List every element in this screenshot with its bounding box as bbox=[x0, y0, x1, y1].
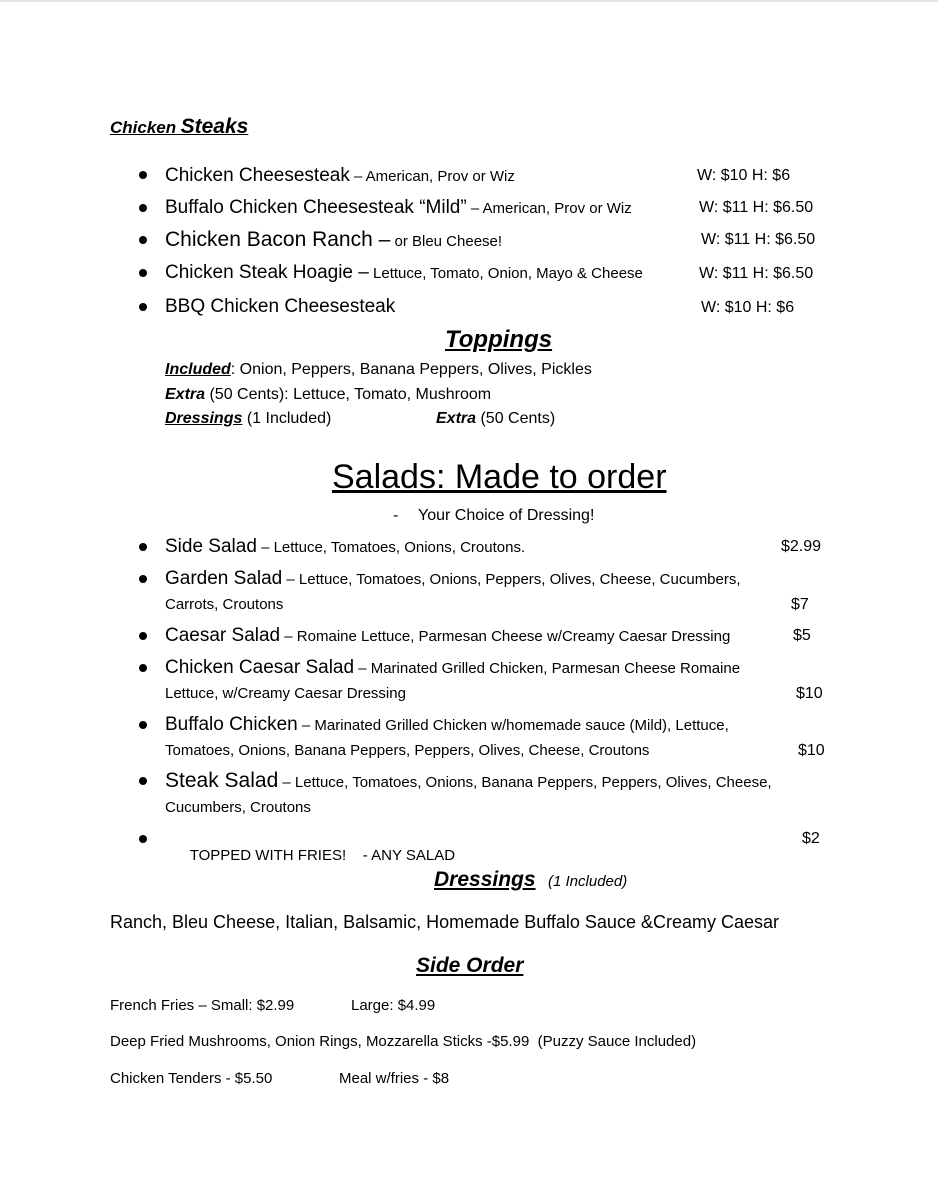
item-text bbox=[165, 657, 740, 679]
item-name: Chicken Steak Hoagie – bbox=[165, 262, 369, 283]
toppings-extra-line bbox=[165, 386, 491, 404]
item-desc-line2: Carrots, Croutons bbox=[165, 596, 284, 613]
item-desc-line2: Cucumbers, Croutons bbox=[165, 799, 311, 816]
item-name: Buffalo Chicken Cheesesteak “Mild” bbox=[165, 197, 467, 218]
heading-small-word: Chicken bbox=[110, 118, 177, 137]
item-price: W: $10 H: $6 bbox=[697, 167, 791, 184]
side-order-heading: Side Order bbox=[416, 954, 524, 977]
item-price: W: $10 H: $6 bbox=[701, 299, 795, 316]
bullet-icon bbox=[139, 269, 147, 277]
item-name: Buffalo Chicken bbox=[165, 714, 298, 735]
salads-subtitle: Your Choice of Dressing! bbox=[418, 507, 595, 524]
item-name: Side Salad bbox=[165, 536, 257, 557]
item-desc: – American, Prov or Wiz bbox=[466, 200, 632, 217]
bullet-icon bbox=[139, 777, 147, 785]
side-tenders: Chicken Tenders - $5.50 bbox=[110, 1070, 273, 1087]
item-desc: – Lettuce, Tomatoes, Onions, Peppers, Olives, Cheese, Cucumbers, bbox=[282, 571, 741, 588]
bullet-icon bbox=[139, 632, 147, 640]
item-price: $10 bbox=[796, 685, 823, 702]
bullet-icon bbox=[139, 543, 147, 551]
toppings-dressings-line bbox=[165, 410, 331, 428]
dressings-label: Dressings bbox=[165, 410, 243, 427]
included-text: : Onion, Peppers, Banana Peppers, Olives, Pickles bbox=[230, 361, 592, 378]
salads-subtitle-dash: - bbox=[393, 507, 399, 524]
item-price: $10 bbox=[798, 742, 825, 759]
extra-label: Extra bbox=[165, 386, 206, 403]
item-desc: – Romaine Lettuce, Parmesan Cheese w/Creamy Caesar Dressing bbox=[280, 628, 731, 645]
chicken-steaks-heading bbox=[110, 115, 248, 139]
item-text bbox=[165, 536, 525, 558]
side-tenders-meal: Meal w/fries - $8 bbox=[339, 1070, 450, 1087]
bullet-icon bbox=[139, 171, 147, 179]
item-text bbox=[165, 625, 730, 647]
item-desc: – Marinated Grilled Chicken w/homemade sauce (Mild), Lettuce, bbox=[297, 717, 729, 734]
toppings-included-line bbox=[165, 361, 592, 379]
dressings-text: (1 Included) bbox=[242, 410, 332, 427]
item-desc: – Lettuce, Tomatoes, Onions, Banana Peppers, Peppers, Olives, Cheese, bbox=[278, 774, 772, 791]
item-desc-line2: Tomatoes, Onions, Banana Peppers, Peppers, Olives, Cheese, Croutons bbox=[165, 742, 650, 759]
dressings-list: Ranch, Bleu Cheese, Italian, Balsamic, Homemade Buffalo Sauce &Creamy Caesar bbox=[110, 912, 779, 932]
item-desc: - ANY SALAD bbox=[346, 847, 456, 864]
item-desc: Lettuce, Tomato, Onion, Mayo & Cheese bbox=[368, 265, 643, 282]
bullet-icon bbox=[139, 303, 147, 311]
included-label: Included bbox=[165, 361, 231, 378]
item-price: W: $11 H: $6.50 bbox=[699, 199, 814, 216]
item-desc: – Lettuce, Tomatoes, Onions, Croutons. bbox=[256, 539, 526, 556]
item-name: TOPPED WITH FRIES! bbox=[189, 847, 347, 864]
item-text bbox=[165, 296, 395, 318]
item-desc: – Marinated Grilled Chicken, Parmesan Cheese Romaine bbox=[354, 660, 741, 677]
salads-heading: Salads: Made to order bbox=[332, 458, 667, 496]
item-desc-line2: Lettuce, w/Creamy Caesar Dressing bbox=[165, 685, 406, 702]
item-price: $7 bbox=[791, 596, 809, 613]
bullet-icon bbox=[139, 236, 147, 244]
item-text bbox=[165, 262, 643, 284]
item-text bbox=[165, 714, 729, 736]
item-name: Chicken Bacon Ranch – bbox=[165, 228, 391, 251]
bullet-icon bbox=[139, 204, 147, 212]
bullet-icon bbox=[139, 835, 147, 843]
dressings-heading: Dressings bbox=[434, 868, 536, 891]
side-fries: French Fries – Small: $2.99 bbox=[110, 997, 295, 1014]
item-text bbox=[165, 165, 515, 187]
item-price: W: $11 H: $6.50 bbox=[699, 265, 814, 282]
side-fried-items: Deep Fried Mushrooms, Onion Rings, Mozzarella Sticks -$5.99 (Puzzy Sauce Included) bbox=[110, 1033, 697, 1050]
item-text bbox=[165, 830, 455, 881]
item-name: BBQ Chicken Cheesesteak bbox=[165, 296, 396, 317]
bullet-icon bbox=[139, 664, 147, 672]
item-price: W: $11 H: $6.50 bbox=[701, 231, 816, 248]
page-top-border bbox=[0, 0, 938, 2]
toppings-dressings-extra bbox=[436, 410, 555, 428]
dressings-extra-label: Extra bbox=[436, 410, 477, 427]
dressings-note: (1 Included) bbox=[548, 873, 628, 890]
dressings-extra-text: (50 Cents) bbox=[476, 410, 556, 427]
item-desc: – American, Prov or Wiz bbox=[349, 168, 515, 185]
item-name: Chicken Caesar Salad bbox=[165, 657, 355, 678]
side-fries-large: Large: $4.99 bbox=[351, 997, 436, 1014]
bullet-icon bbox=[139, 721, 147, 729]
toppings-heading: Toppings bbox=[445, 326, 553, 353]
item-price: $5 bbox=[793, 627, 811, 644]
extra-text: (50 Cents): Lettuce, Tomato, Mushroom bbox=[205, 386, 492, 403]
item-name: Steak Salad bbox=[165, 769, 279, 792]
item-name: Garden Salad bbox=[165, 568, 283, 589]
heading-big-word: Steaks bbox=[180, 115, 249, 138]
item-name: Chicken Cheesesteak bbox=[165, 165, 350, 186]
item-name: Caesar Salad bbox=[165, 625, 281, 646]
item-text bbox=[165, 769, 772, 793]
item-text bbox=[165, 197, 632, 219]
item-text bbox=[165, 568, 741, 590]
item-text bbox=[165, 228, 502, 252]
bullet-icon bbox=[139, 575, 147, 583]
item-desc: or Bleu Cheese! bbox=[390, 233, 503, 250]
item-price: $2.99 bbox=[781, 538, 822, 555]
item-price: $2 bbox=[802, 830, 820, 847]
